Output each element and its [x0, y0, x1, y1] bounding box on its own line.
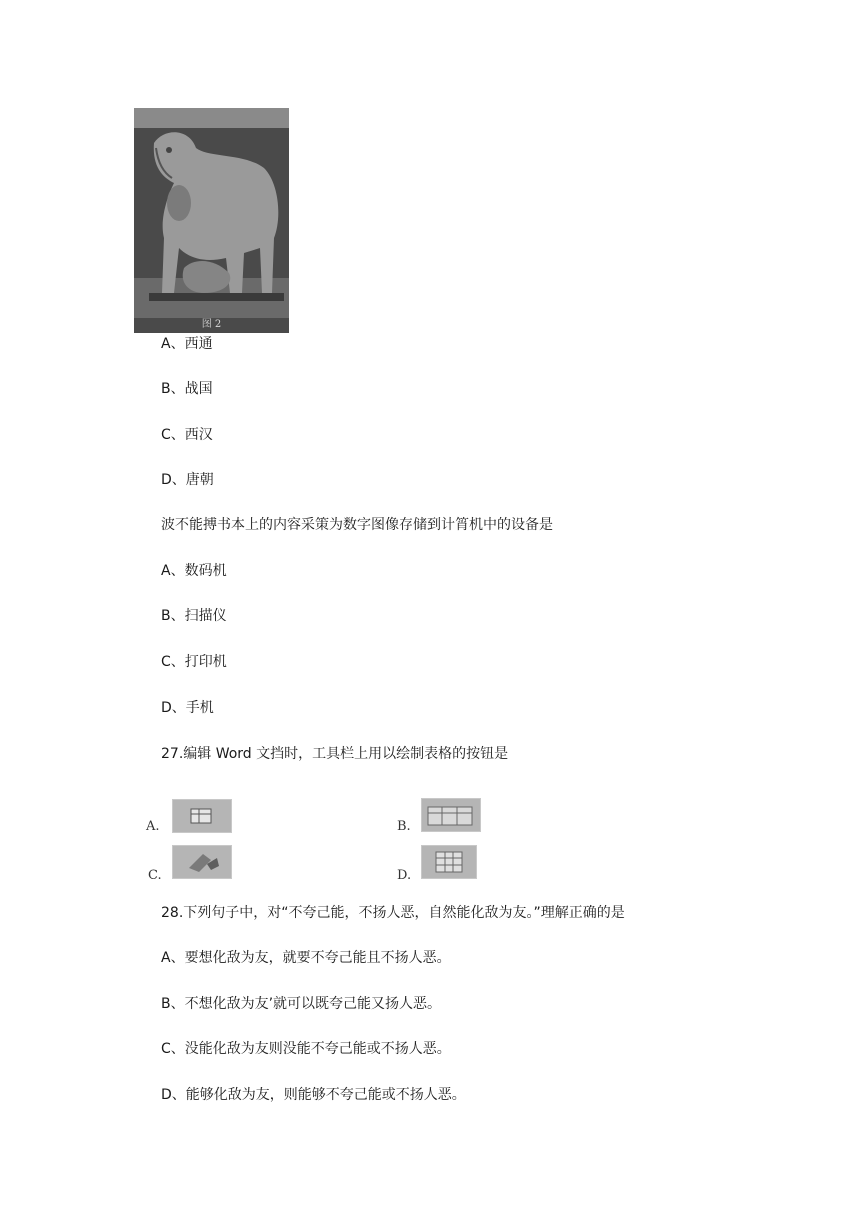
- toolbar-button-icon-a: [172, 799, 232, 833]
- prev-option-d: D、唐朝: [161, 472, 214, 488]
- q28-option-d: D、能够化敌为友，则能够不夸己能或不扬人恶。: [161, 1087, 466, 1103]
- toolbar-button-icon-d: [421, 845, 477, 879]
- horse-statue-image: [134, 108, 289, 333]
- horse-statue-photo: [134, 108, 289, 333]
- q27-stem: 27.编辑 Word 文挡时，工具栏上用以绘制表格的按钮是: [161, 746, 509, 762]
- q26-option-d: D、手机: [161, 700, 214, 716]
- prev-option-a: A、西通: [161, 336, 213, 352]
- q28-option-a: A、要想化敌为友，就要不夸己能且不扬人恶。: [161, 950, 451, 966]
- figure-caption: 图 2: [201, 319, 222, 330]
- q27-option-c-letter: C.: [148, 868, 162, 883]
- q26-option-a: A、数码机: [161, 563, 227, 579]
- q28-option-c: C、没能化敌为友则没能不夸己能或不扬人恶。: [161, 1041, 451, 1057]
- q28-option-b: B、不想化敌为友’就可以既夸己能又扬人恶。: [161, 996, 442, 1012]
- toolbar-button-icon-b: [421, 798, 481, 832]
- q27-option-d-letter: D.: [397, 868, 412, 883]
- q28-stem: 28.下列句子中，对“不夸己能，不扬人恶，自然能化敌为友。”理解正确的是: [161, 905, 625, 921]
- q27-option-b-letter: B.: [397, 819, 411, 834]
- prev-option-b: B、战国: [161, 381, 213, 397]
- prev-option-c: C、西汉: [161, 427, 213, 443]
- toolbar-button-icon-c: [172, 845, 232, 879]
- q26-option-c: C、打印机: [161, 654, 227, 670]
- q26-option-b: B、扫描仪: [161, 608, 227, 624]
- q26-stem: 波不能搏书本上的内容采策为数字图像存储到计筲机中的设备是: [161, 517, 553, 533]
- q27-option-a-letter: A.: [146, 819, 160, 834]
